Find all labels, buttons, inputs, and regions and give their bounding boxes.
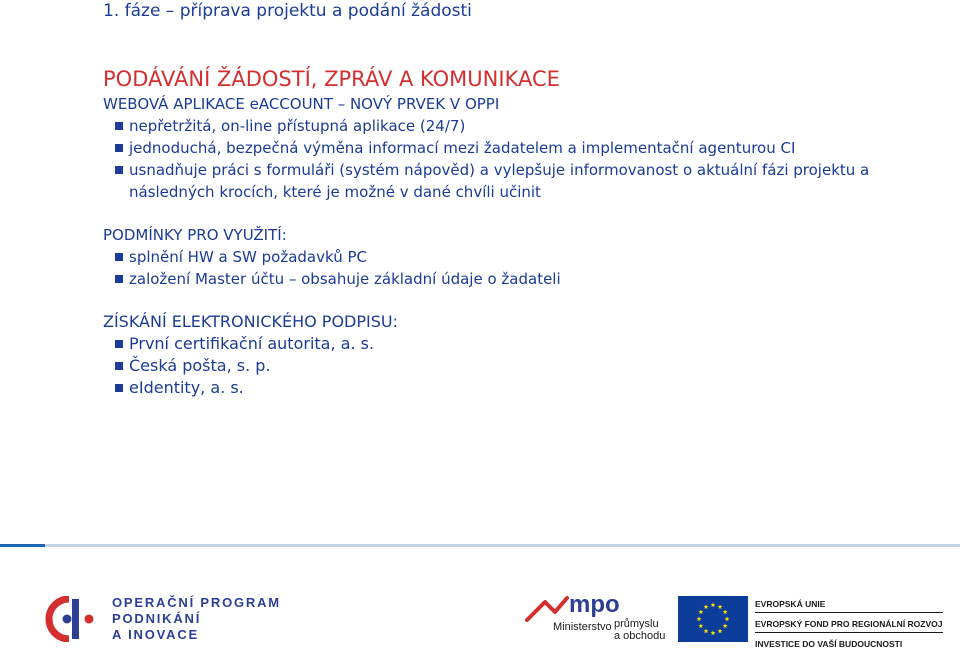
list-item: [103, 333, 948, 355]
ministry-name-left: Ministerstvo: [553, 621, 612, 633]
eu-line: EVROPSKÝ FOND PRO REGIONÁLNÍ ROZVOJ: [755, 618, 943, 633]
ministry-name-right: [614, 618, 665, 642]
webapp-subheading: WEBOVÁ APLIKACE eACCOUNT – NOVÝ PRVEK V OPPI: [103, 95, 500, 113]
signature-section: [103, 311, 948, 399]
bullet-square-icon: [115, 362, 123, 370]
mpo-logo-text: mpo: [569, 591, 620, 618]
list-item-text: První certifikační autorita, a. s.: [129, 334, 375, 353]
eu-line: EVROPSKÁ UNIE: [755, 598, 943, 613]
bullet-square-icon: [115, 166, 123, 174]
list-item: [103, 268, 948, 290]
eu-line: INVESTICE DO VAŠÍ BUDOUCNOSTI: [755, 639, 903, 649]
op-program-line: A INOVACE: [112, 627, 199, 642]
ministry-line: průmyslu: [614, 618, 659, 630]
footer-divider: [0, 544, 960, 547]
conditions-section: [103, 224, 948, 290]
signature-heading: ZÍSKÁNÍ ELEKTRONICKÉHO PODPISU:: [103, 312, 398, 331]
section-heading: PODÁVÁNÍ ŽÁDOSTÍ, ZPRÁV A KOMUNIKACE: [103, 67, 560, 91]
list-item-text: eIdentity, a. s.: [129, 378, 244, 397]
bullet-square-icon: [115, 384, 123, 392]
signature-list: [103, 333, 948, 399]
list-item-text: založení Master účtu – obsahuje základní údaje o žadateli: [129, 270, 561, 288]
conditions-list: [103, 246, 948, 290]
bullet-square-icon: [115, 122, 123, 130]
list-item: [103, 377, 948, 399]
list-item-text: nepřetržitá, on-line přístupná aplikace (24/7): [129, 117, 466, 135]
eu-text: [755, 598, 943, 657]
eu-flag-icon: [678, 596, 748, 642]
bullet-square-icon: [115, 340, 123, 348]
conditions-heading: PODMÍNKY PRO VYUŽITÍ:: [103, 226, 287, 244]
webapp-list: [103, 115, 948, 203]
bullet-square-icon: [115, 275, 123, 283]
list-item: [103, 246, 948, 268]
list-item: [103, 137, 948, 159]
op-program-line: OPERAČNÍ PROGRAM: [112, 595, 281, 610]
ministry-line: a obchodu: [614, 630, 666, 642]
list-item-text: splnění HW a SW požadavků PC: [129, 248, 368, 266]
bullet-square-icon: [115, 253, 123, 261]
list-item: [103, 355, 948, 377]
list-item-text: usnadňuje práci s formuláři (systém nápověd) a vylepšuje informovanost o aktuální fázi projektu a následných krocích, které je možné v dané chvíli učinit: [129, 161, 870, 201]
list-item: [103, 115, 948, 137]
list-item-text: jednoduchá, bezpečná výměna informací mezi žadatelem a implementační agenturou CI: [129, 139, 796, 157]
op-program-name: [112, 595, 281, 643]
list-item-text: Česká pošta, s. p.: [129, 356, 271, 375]
footer: [0, 560, 960, 649]
webapp-section: [103, 93, 948, 203]
op-program-line: PODNIKÁNÍ: [112, 611, 202, 626]
op-pi-logo-icon: [45, 596, 97, 642]
bullet-square-icon: [115, 144, 123, 152]
list-item: [103, 159, 948, 203]
slide-title: 1. fáze – příprava projektu a podání žádosti: [103, 1, 472, 21]
